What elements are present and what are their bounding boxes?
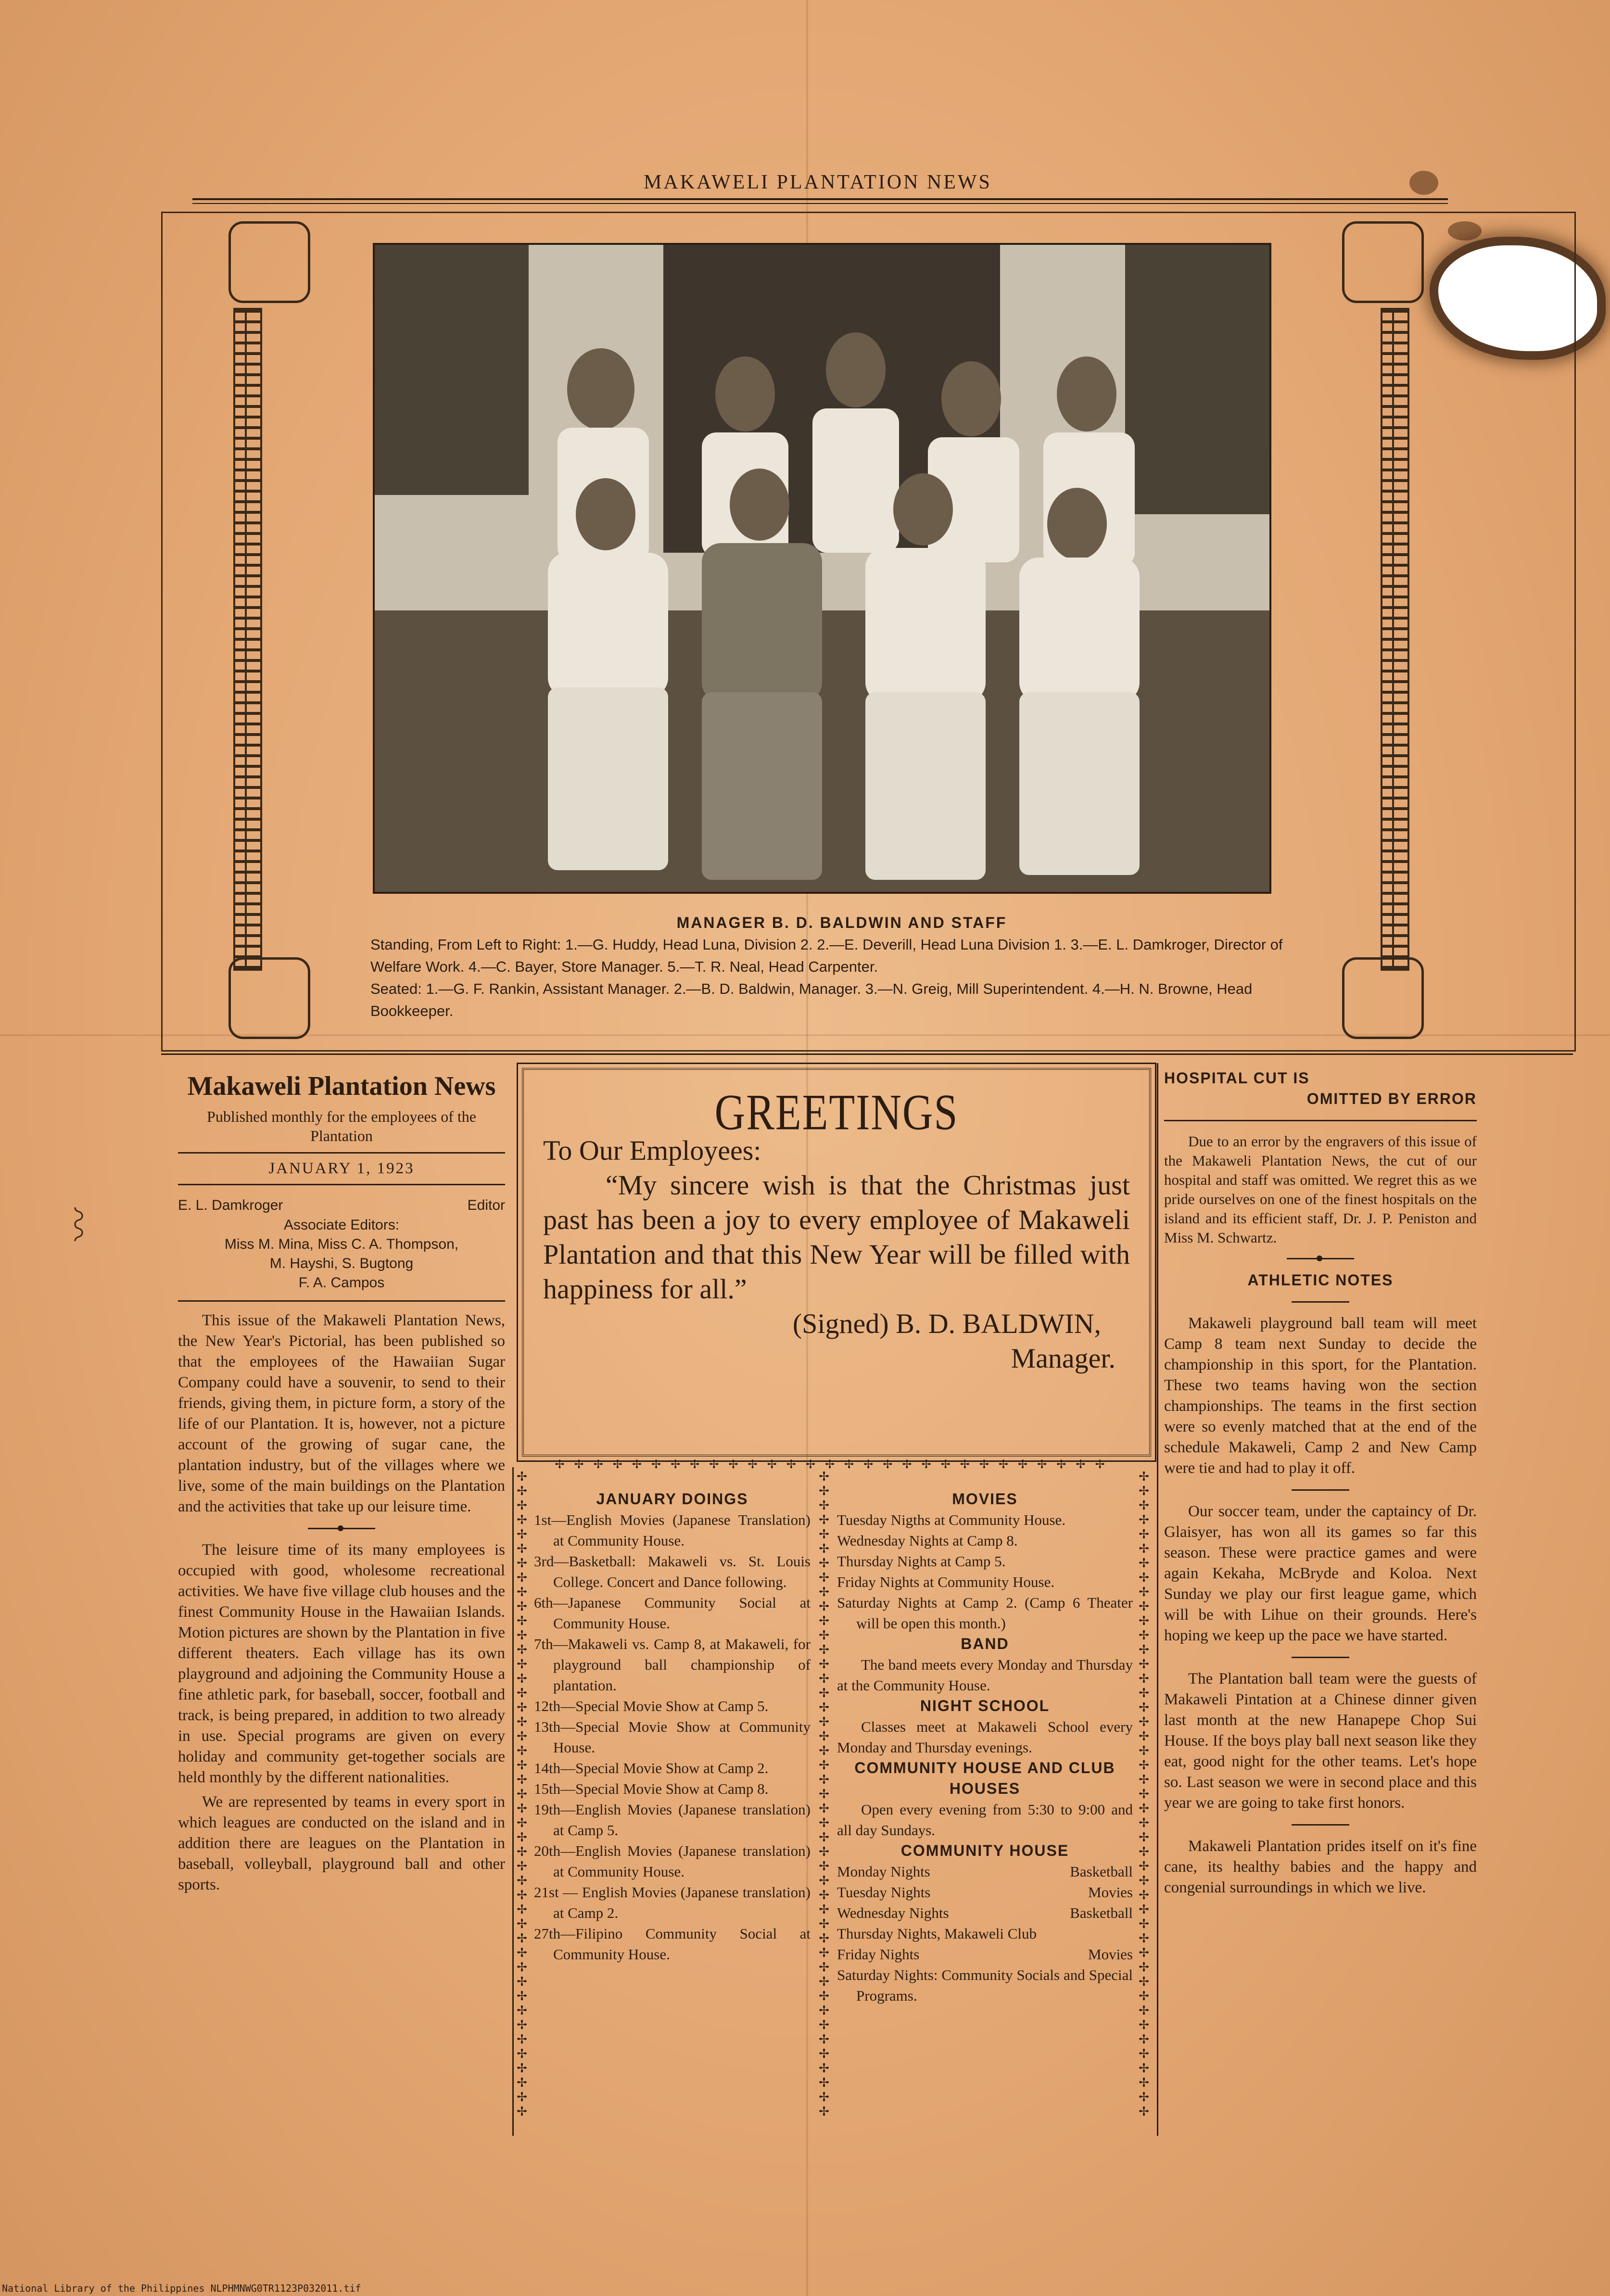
caption-seated-4: 4.—H. N. Browne, Head Bookkeeper.: [370, 980, 1253, 1019]
editor-name: E. L. Damkroger: [178, 1197, 283, 1213]
doings-item: 3rd—Basketball: Makaweli vs. St. Louis College. Concert and Dance following.: [534, 1553, 811, 1590]
doings-item: 7th—Makaweli vs. Camp 8, at Makaweli, for playground ball championship of plantation.: [534, 1636, 811, 1694]
masthead-rule: [192, 198, 1448, 200]
doings-item: 14th—Special Movie Show at Camp 2.: [534, 1760, 769, 1776]
left-column: [178, 1070, 505, 1895]
star-divider: ✢ ✢ ✢ ✢ ✢ ✢ ✢ ✢ ✢ ✢ ✢ ✢ ✢ ✢ ✢ ✢ ✢ ✢ ✢ ✢ ✢ ✢ ✢ ✢ ✢ ✢ ✢ ✢ ✢ ✢ ✢ ✢ ✢ ✢ ✢ ✢ ✢ ✢ ✢ ✢ ✢ ✢ ✢ ✢ ✢: [517, 1470, 527, 2118]
doings-item: 13th—Special Movie Show at Community House.: [534, 1718, 811, 1756]
ch-day: Friday Nights: [837, 1946, 920, 1963]
star-divider-top: ✢✢✢✢✢✢✢✢✢✢✢✢✢✢✢✢✢✢✢✢✢✢✢✢✢✢✢✢✢: [555, 1458, 1115, 1471]
ch-row: [837, 1903, 1133, 1923]
issue-date: JANUARY 1, 1923: [268, 1160, 415, 1177]
caption-seated-1: 1.—G. F. Rankin, Assistant Manager.: [426, 980, 670, 997]
ch-event: Movies: [1088, 1946, 1133, 1963]
greetings-box: [522, 1068, 1151, 1457]
hospital-heading-2: OMITTED BY ERROR: [1306, 1090, 1477, 1107]
caption-seated-lead: Seated:: [370, 980, 422, 997]
photo-caption: [370, 912, 1313, 1022]
athletic-paragraph: Makaweli Plantation prides itself on it's fine cane, its healthy babies and the happy and congenial surroundings in which we live.: [1164, 1838, 1477, 1896]
caption-standing-4: 4.—C. Bayer, Store Manager.: [468, 958, 663, 975]
caption-seated-2: 2.—B. D. Baldwin, Manager.: [673, 980, 862, 997]
assoc-line: Miss M. Mina, Miss C. A. Thompson,: [224, 1236, 459, 1252]
athletic-heading: ATHLETIC NOTES: [1247, 1271, 1394, 1289]
ch-day: Thursday Nights, Makaweli Club: [837, 1925, 1037, 1942]
separator: [1287, 1258, 1354, 1259]
assoc-line: M. Hayshi, S. Bugtong: [269, 1256, 414, 1271]
doings-item: 21st — English Movies (Japanese translation) at Camp 2.: [534, 1884, 811, 1921]
star-divider: ✢ ✢ ✢ ✢ ✢ ✢ ✢ ✢ ✢ ✢ ✢ ✢ ✢ ✢ ✢ ✢ ✢ ✢ ✢ ✢ ✢ ✢ ✢ ✢ ✢ ✢ ✢ ✢ ✢ ✢ ✢ ✢ ✢ ✢ ✢ ✢ ✢ ✢ ✢ ✢ ✢ ✢ ✢ ✢ ✢: [819, 1470, 829, 2118]
greetings-salutation: To Our Employees:: [543, 1135, 761, 1166]
ch-day: Wednesday Nights: [837, 1904, 949, 1921]
section-rule: [161, 1053, 1573, 1055]
doings-item: 12th—Special Movie Show at Camp 5.: [534, 1698, 769, 1714]
doings-item: 15th—Special Movie Show at Camp 8.: [534, 1780, 769, 1797]
athletic-paragraph: Our soccer team, under the captaincy of Dr. Glaisyer, has won all its games so far this season. These were practice games and were again Kekaha, McBryde and Koloa. Next Sunday we play our first league game, which will be with Lihue on their grounds. Here's hoping we keep up the pace we have started.: [1164, 1503, 1477, 1644]
ornament-corner: [228, 957, 310, 1039]
movies-item: Friday Nights at Community House.: [837, 1573, 1055, 1590]
ch-row: [837, 1944, 1133, 1965]
right-column: [1164, 1068, 1477, 1898]
doings-item: 19th—English Movies (Japanese translation) at Camp 5.: [534, 1801, 811, 1839]
rule: [178, 1300, 505, 1302]
assoc-label: Associate Editors:: [283, 1217, 400, 1233]
doings-item: 20th—English Movies (Japanese translation) at Community House.: [534, 1842, 811, 1880]
ch-day: Monday Nights: [837, 1863, 930, 1880]
handwritten-mark: 〰: [60, 1207, 100, 1241]
ornament-corner: [1342, 221, 1424, 303]
associate-editors: [178, 1216, 505, 1293]
club-text: Open every evening from 5:30 to 9:00 and all day Sundays.: [837, 1801, 1133, 1839]
doings-heading: JANUARY DOINGS: [596, 1490, 748, 1508]
ch-row: [837, 1923, 1133, 1944]
column-rule: [1157, 1063, 1158, 2136]
community-house-heading: COMMUNITY HOUSE: [900, 1842, 1069, 1859]
ch-last: Saturday Nights: Community Socials and Special Programs.: [837, 1966, 1133, 2004]
hospital-heading-1: HOSPITAL CUT IS: [1164, 1069, 1310, 1087]
ornament-border-left: [233, 308, 262, 971]
intro-paragraph: This issue of the Makaweli Plantation News, the New Year's Pictorial, has been published so that the employees of the Hawaiian Sugar Company could have a souvenir, to send to their friends, giving them, in picture form, a story of the life of our Plantation. It is, however, not a picture account of the growing of sugar cane, the plantation industry, but of the villages where we live, some of the main buildings on the Plantation and the activities that take up our leisure time.: [178, 1312, 505, 1515]
scan-footer: National Library of the Philippines NLPHMNWG0TR1123P032011.tif: [2, 2283, 361, 2294]
separator: [1292, 1824, 1349, 1826]
ch-row: [837, 1882, 1133, 1903]
editor-role: Editor: [467, 1197, 505, 1213]
movies-item: Wednesday Nights at Camp 8.: [837, 1532, 1018, 1549]
greetings-role: Manager.: [1011, 1343, 1116, 1374]
rule: [178, 1152, 505, 1154]
separator: [1292, 1489, 1349, 1491]
movies-heading: MOVIES: [952, 1490, 1018, 1508]
separator: [1292, 1657, 1349, 1658]
caption-standing-lead: Standing, From Left to Right:: [370, 936, 561, 953]
assoc-line: F. A. Campos: [298, 1275, 385, 1291]
ch-event: Movies: [1088, 1884, 1133, 1901]
caption-standing-5: 5.—T. R. Neal, Head Carpenter.: [667, 958, 878, 975]
star-divider: ✢ ✢ ✢ ✢ ✢ ✢ ✢ ✢ ✢ ✢ ✢ ✢ ✢ ✢ ✢ ✢ ✢ ✢ ✢ ✢ ✢ ✢ ✢ ✢ ✢ ✢ ✢ ✢ ✢ ✢ ✢ ✢ ✢ ✢ ✢ ✢ ✢ ✢ ✢ ✢ ✢ ✢ ✢ ✢ ✢: [1139, 1470, 1149, 2118]
school-text: Classes meet at Makaweli School every Monday and Thursday evenings.: [837, 1718, 1133, 1756]
greetings-message: “My sincere wish is that the Christmas just past has been a joy to every employee of Makaweli Plantation and that this New Year will be filled with happiness for all.”: [543, 1169, 1130, 1305]
movies-item: Tuesday Nigths at Community House.: [837, 1511, 1066, 1528]
movies-item: Thursday Nights at Camp 5.: [837, 1553, 1006, 1570]
staff-photograph: [373, 243, 1271, 894]
rule: [1164, 1120, 1477, 1121]
caption-seated-3: 3.—N. Greig, Mill Superintendent.: [865, 980, 1089, 997]
sports-paragraph: We are represented by teams in every sport in which leagues are conducted on the island and in addition there are leagues on the Plantation in baseball, volleyball, playground ball and other sports.: [178, 1793, 505, 1893]
ornament-corner: [228, 221, 310, 303]
band-heading: BAND: [961, 1635, 1009, 1652]
rule: [178, 1184, 505, 1185]
caption-title: MANAGER B. D. BALDWIN AND STAFF: [676, 914, 1007, 931]
athletic-paragraph: The Plantation ball team were the guests of Makaweli Pintation at a Chinese dinner given last month at the new Hanapepe Chop Sui House. If the boys play ball next season like they eat, good night for the other teams. Let's hope so. Last season we were in second place and this year we are going to take first honors.: [1164, 1670, 1477, 1812]
paper-subtitle: Published monthly for the employees of the Plantation: [207, 1108, 476, 1144]
caption-standing-1: 1.—G. Huddy, Head Luna, Division 2.: [565, 936, 813, 953]
schedule-column: [837, 1489, 1133, 2006]
separator: [308, 1528, 375, 1529]
editor-line: [178, 1195, 505, 1216]
ch-row: [837, 1861, 1133, 1882]
paper-title: Makaweli Plantation News: [187, 1071, 496, 1101]
ch-event: Basketball: [1070, 1863, 1133, 1880]
rule: [1292, 1301, 1349, 1303]
caption-standing-2: 2.—E. Deverill, Head Luna Division 1.: [817, 936, 1066, 953]
greetings-title: GREETINGS: [714, 1085, 959, 1141]
ornament-border-right: [1381, 308, 1409, 971]
school-heading: NIGHT SCHOOL: [920, 1697, 1050, 1714]
band-text: The band meets every Monday and Thursday at the Community House.: [837, 1656, 1133, 1694]
doings-item: 27th—Filipino Community Social at Community House.: [534, 1925, 811, 1963]
masthead-rule: [192, 203, 1448, 204]
ch-day: Tuesday Nights: [837, 1884, 931, 1901]
january-doings: [534, 1489, 811, 1965]
ch-event: Basketball: [1070, 1904, 1133, 1921]
club-heading: COMMUNITY HOUSE AND CLUB HOUSES: [854, 1759, 1116, 1797]
movies-item: Saturday Nights at Camp 2. (Camp 6 Theater will be open this month.): [837, 1594, 1133, 1632]
column-rule: [512, 1467, 514, 2136]
caption-standing-3: 3.—E. L. Damkroger, Director of Welfare Work.: [370, 936, 1283, 975]
athletic-paragraph: Makaweli playground ball team will meet Camp 8 team next Sunday to decide the championship in this sport, for the Plantation. These two teams having won the section championships. The teams in the first section were so evenly matched that at the end of the schedule Makaweli, Camp 2 and New Camp were tie and had to play it off.: [1164, 1315, 1477, 1477]
greetings-signed: (Signed) B. D. BALDWIN,: [792, 1308, 1101, 1339]
doings-item: 1st—English Movies (Japanese Translation) at Community House.: [534, 1511, 811, 1549]
doings-item: 6th—Japanese Community Social at Community House.: [534, 1594, 811, 1632]
ornament-corner: [1342, 957, 1424, 1039]
leisure-paragraph: The leisure time of its many employees is occupied with good, wholesome recreational activities. We have five village club houses and the finest Community House in the Hawaiian Islands. Motion pictures are shown by the Plantation in five different theaters. Each village has its own playground and adjoining the Community House a fine athletic park, for baseball, soccer, football and track, is being prepared, in addition to two already in use. Special programs are given on every holiday and community get-together socials are held monthly by the different nationalities.: [178, 1541, 505, 1786]
page-masthead: MAKAWELI PLANTATION NEWS: [644, 171, 992, 193]
hospital-text: Due to an error by the engravers of this issue of the Makaweli Plantation News, the cut of our hospital and staff was omitted. We regret this as we pride ourselves on one of the finest hospitals on the island and its efficient staff, Dr. J. P. Peniston and Miss M. Schwartz.: [1164, 1133, 1477, 1246]
